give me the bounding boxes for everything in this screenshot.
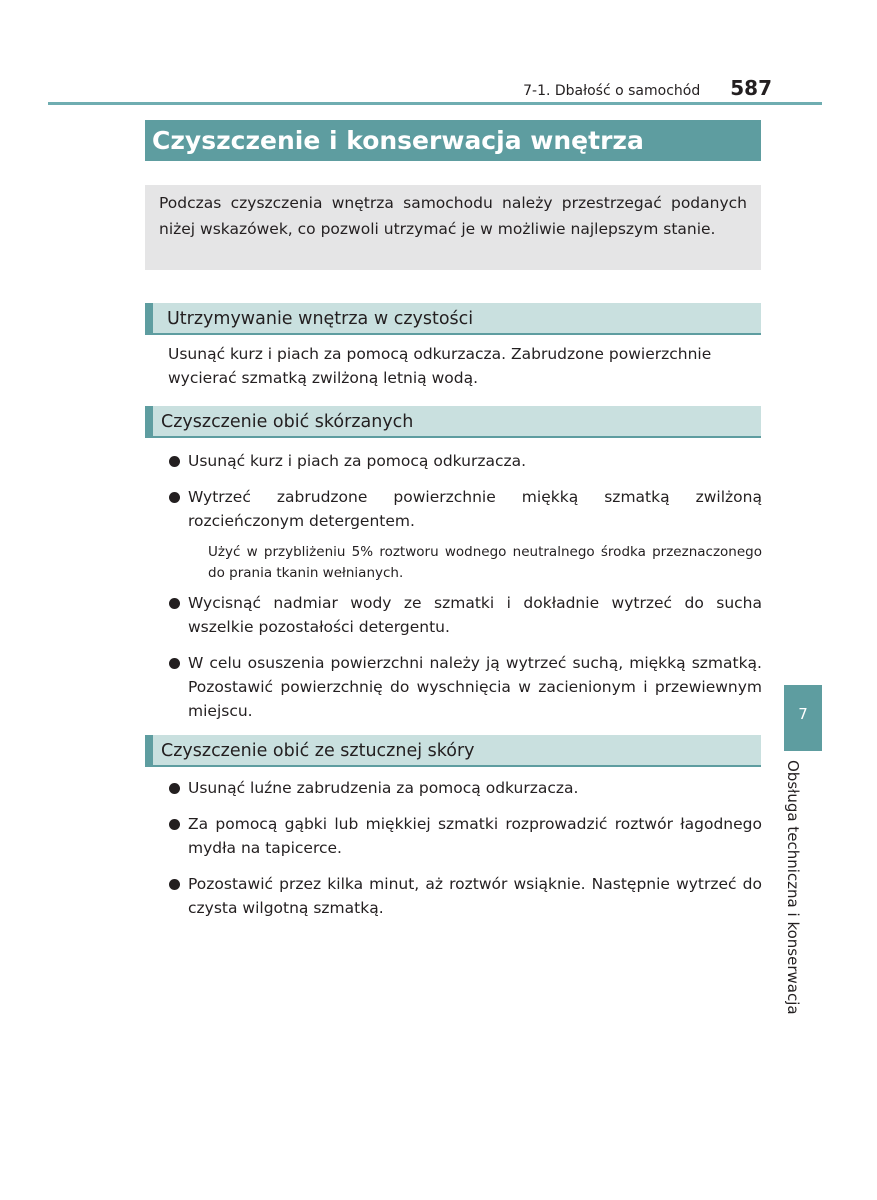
list-item (168, 485, 762, 584)
bullet-icon (169, 819, 180, 830)
section-heading-keeping-clean (145, 303, 761, 335)
page-title: Czyszczenie i konserwacja wnętrza (152, 126, 644, 155)
section-heading-text: Utrzymywanie wnętrza w czystości (167, 309, 474, 329)
list-item-text: Wytrzeć zabrudzone powierzchnie miękką szmatką zwilżoną rozcieńczonym detergentem. (188, 488, 762, 530)
header-divider (48, 102, 822, 105)
bullet-icon (169, 783, 180, 794)
leather-bullet-list (168, 449, 762, 723)
list-item-text: Usunąć kurz i piach za pomocą odkurzacza. (188, 452, 527, 470)
list-item (168, 651, 762, 723)
artificial-leather-bullet-list (168, 776, 762, 920)
list-item (168, 449, 762, 473)
page-number: 587 (730, 76, 772, 100)
intro-text: Podczas czyszczenia wnętrza samochodu należy przestrzegać podanych niżej wskazówek, co pozwoli utrzymać je w możliwie najlepszym stanie. (159, 194, 747, 238)
running-header (0, 76, 772, 100)
chapter-side-label: Obsługa techniczna i konserwacja (784, 760, 802, 1015)
title-banner (145, 120, 761, 161)
list-item-text: W celu osuszenia powierzchni należy ją wytrzeć suchą, miękką szmatką. Pozostawić powierzchnię do wyschnięcia w zacienionym i przewiewnym miejscu. (188, 654, 762, 720)
section-heading-artificial-leather (145, 735, 761, 767)
bullet-icon (169, 879, 180, 890)
bullet-icon (169, 658, 180, 669)
list-item (168, 872, 762, 920)
bullet-icon (169, 492, 180, 503)
chapter-tab (784, 685, 822, 751)
list-item-text: Pozostawić przez kilka minut, aż roztwór wsiąknie. Następnie wytrzeć do czysta wilgotną szmatką. (188, 875, 762, 917)
section-heading-text: Czyszczenie obić ze sztucznej skóry (161, 741, 475, 761)
list-item-text: Wycisnąć nadmiar wody ze szmatki i dokładnie wytrzeć do sucha wszelkie pozostałości detergentu. (188, 594, 762, 636)
list-item-text: Za pomocą gąbki lub miękkiej szmatki rozprowadzić roztwór łagodnego mydła na tapicerce. (188, 815, 762, 857)
chapter-reference: 7-1. Dbałość o samochód (523, 83, 701, 99)
section-body-text: Usunąć kurz i piach za pomocą odkurzacza. Zabrudzone powierzchnie wycierać szmatką zwilżoną letnią wodą. (168, 345, 712, 387)
list-item (168, 812, 762, 860)
section-heading-leather (145, 406, 761, 438)
list-item-text: Usunąć luźne zabrudzenia za pomocą odkurzacza. (188, 779, 579, 797)
section-heading-text: Czyszczenie obić skórzanych (161, 412, 414, 432)
list-item (168, 776, 762, 800)
note-text: Użyć w przybliżeniu 5% roztworu wodnego neutralnego środka przeznaczonego do prania tkanin wełnianych. (208, 544, 762, 581)
chapter-tab-number: 7 (798, 705, 808, 723)
intro-box (145, 185, 761, 270)
bullet-icon (169, 456, 180, 467)
list-item (168, 591, 762, 639)
bullet-icon (169, 598, 180, 609)
